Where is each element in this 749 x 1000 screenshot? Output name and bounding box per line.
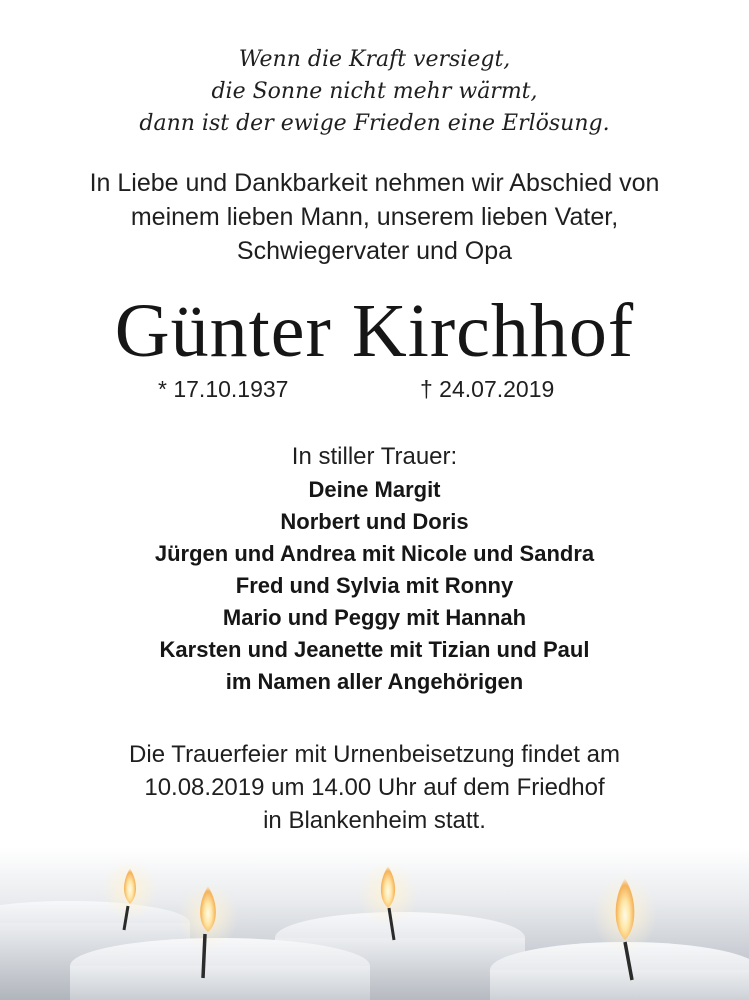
ceremony-line: 10.08.2019 um 14.00 Uhr auf dem Friedhof <box>144 774 605 801</box>
birth-date: * 17.10.1937 <box>158 376 289 402</box>
intro-text <box>0 166 749 268</box>
verse-line: Wenn die Kraft versiegt, <box>238 47 511 72</box>
life-dates <box>0 372 749 406</box>
mourners-label: In stiller Trauer: <box>291 443 458 470</box>
mourner-entry: Mario und Peggy mit Hannah <box>222 605 527 630</box>
verse-line: die Sonne nicht mehr wärmt, <box>211 79 538 104</box>
mourners-list <box>0 474 749 698</box>
mourner-entry: Fred und Sylvia mit Ronny <box>235 573 514 598</box>
mourner-entry: Karsten und Jeanette mit Tizian und Paul <box>159 637 590 662</box>
ceremony-line: Die Trauerfeier mit Urnenbeisetzung findet am <box>129 741 620 768</box>
mourner-entry: Deine Margit <box>308 477 441 502</box>
verse-quote <box>0 44 749 140</box>
deceased-name: Günter Kirchhof <box>114 289 635 373</box>
mourner-entry: Norbert und Doris <box>280 509 469 534</box>
verse-line: dann ist der ewige Frieden eine Erlösung. <box>139 111 610 136</box>
mourner-entry: Jürgen und Andrea mit Nicole und Sandra <box>154 541 595 566</box>
death-date: † 24.07.2019 <box>420 376 555 402</box>
intro-line: In Liebe und Dankbarkeit nehmen wir Abschied von <box>89 169 660 197</box>
intro-line: Schwiegervater und Opa <box>236 237 513 265</box>
mourner-entry: im Namen aller Angehörigen <box>225 669 524 694</box>
ceremony-info <box>0 738 749 837</box>
intro-line: meinem lieben Mann, unserem lieben Vater, <box>130 203 619 231</box>
candles-icon <box>0 848 749 1000</box>
ceremony-line: in Blankenheim statt. <box>263 807 486 834</box>
